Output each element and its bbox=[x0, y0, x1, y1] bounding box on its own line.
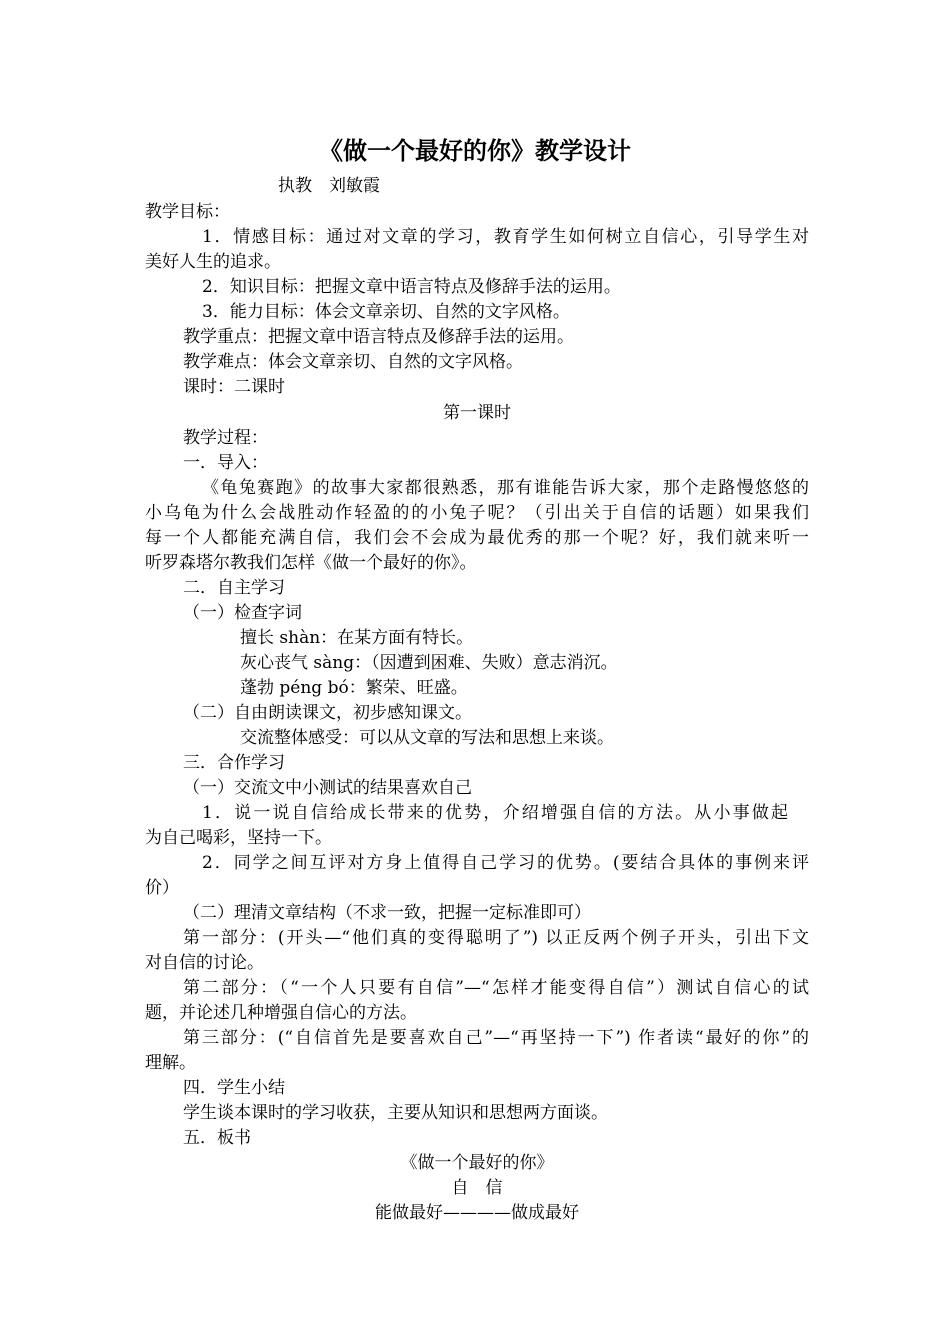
section-1-paragraph-line-1: 《龟兔赛跑》的故事大家都很熟悉，那有谁能告诉大家，那个走路慢悠悠的 bbox=[202, 478, 809, 498]
structure-part-3-line-2: 理解。 bbox=[145, 1053, 196, 1073]
goals-heading: 教学目标： bbox=[145, 202, 230, 222]
board-center: 自 信 bbox=[451, 1178, 503, 1198]
vocab-item-1: 擅长 shàn：在某方面有特长。 bbox=[240, 628, 474, 648]
goal-1-line-1: 1．情感目标：通过对文章的学习，教育学生如何树立自信心，引导学生对 bbox=[202, 227, 809, 247]
section-1-paragraph-line-3: 每一个人都能充满自信，我们会不会成为最优秀的那一个呢？好，我们就来听一 bbox=[145, 528, 809, 548]
section-2-sub-2-detail: 交流整体感受：可以从文章的写法和思想上来谈。 bbox=[240, 728, 614, 748]
section-3-sub-2: （二）理清文章结构（不求一致，把握一定标准即可） bbox=[183, 903, 591, 923]
structure-part-2-line-1: 第二部分：（“一个人只要有自信”—“怎样才能变得自信”）测试自信心的试 bbox=[183, 978, 809, 998]
board-bottom: 能做最好————做成最好 bbox=[375, 1203, 579, 1223]
section-2-sub-1: （一）检查字词 bbox=[183, 603, 302, 623]
author-line: 执教 刘敏霞 bbox=[278, 176, 380, 196]
key-point: 教学重点：把握文章中语言特点及修辞手法的运用。 bbox=[183, 327, 574, 347]
structure-part-1-line-1: 第一部分：(开头—“他们真的变得聪明了”) 以正反两个例子开头，引出下文 bbox=[183, 928, 809, 948]
section-1-paragraph-line-4: 听罗森塔尔教我们怎样《做一个最好的你》。 bbox=[145, 553, 477, 573]
class-hours: 课时：二课时 bbox=[183, 377, 285, 397]
section-4-text: 学生谈本课时的学习收获，主要从知识和思想两方面谈。 bbox=[183, 1103, 608, 1123]
process-heading: 教学过程： bbox=[183, 428, 268, 448]
section-3-sub-1: （一）交流文中小测试的结果喜欢自己 bbox=[183, 778, 472, 798]
section-4-heading: 四．学生小结 bbox=[183, 1078, 285, 1098]
board-title: 《做一个最好的你》 bbox=[400, 1153, 554, 1173]
vocab-item-2: 灰心丧气 sàng：（因遭到困难、失败）意志消沉。 bbox=[240, 653, 618, 673]
section-3-item-1-line-1: 1．说一说自信给成长带来的优势，介绍增强自信的方法。从小事做起 bbox=[202, 803, 788, 823]
section-1-heading: 一．导入： bbox=[183, 453, 268, 473]
section-2-sub-2: （二）自由朗读课文，初步感知课文。 bbox=[183, 703, 472, 723]
structure-part-2-line-2: 题，并论述几种增强自信心的方法。 bbox=[145, 1003, 417, 1023]
goal-2: 2．知识目标：把握文章中语言特点及修辞手法的运用。 bbox=[202, 277, 621, 297]
section-3-heading: 三．合作学习 bbox=[183, 753, 285, 773]
lesson-1-heading: 第一课时 bbox=[443, 403, 511, 423]
vocab-item-3: 蓬勃 péng bó：繁荣、旺盛。 bbox=[240, 678, 468, 698]
section-3-item-2-line-2: 价） bbox=[145, 878, 179, 898]
section-3-item-2-line-1: 2．同学之间互评对方身上值得自己学习的优势。(要结合具体的事例来评 bbox=[202, 853, 809, 873]
document-title: 《做一个最好的你》教学设计 bbox=[319, 136, 631, 165]
difficulty: 教学难点：体会文章亲切、自然的文字风格。 bbox=[183, 352, 523, 372]
structure-part-1-line-2: 对自信的讨论。 bbox=[145, 953, 264, 973]
goal-3: 3．能力目标：体会文章亲切、自然的文字风格。 bbox=[202, 302, 570, 322]
goal-1-line-2: 美好人生的追求。 bbox=[145, 252, 281, 272]
section-3-item-1-line-2: 为自己喝彩，坚持一下。 bbox=[145, 828, 332, 848]
section-5-heading: 五．板书 bbox=[183, 1128, 251, 1148]
section-1-paragraph-line-2: 小乌龟为什么会战胜动作轻盈的的小兔子呢？（引出关于自信的话题）如果我们 bbox=[145, 503, 809, 523]
structure-part-3-line-1: 第三部分：(“自信首先是要喜欢自己”—“再坚持一下”) 作者读“最好的你”的 bbox=[183, 1028, 809, 1048]
section-2-heading: 二．自主学习 bbox=[183, 578, 285, 598]
